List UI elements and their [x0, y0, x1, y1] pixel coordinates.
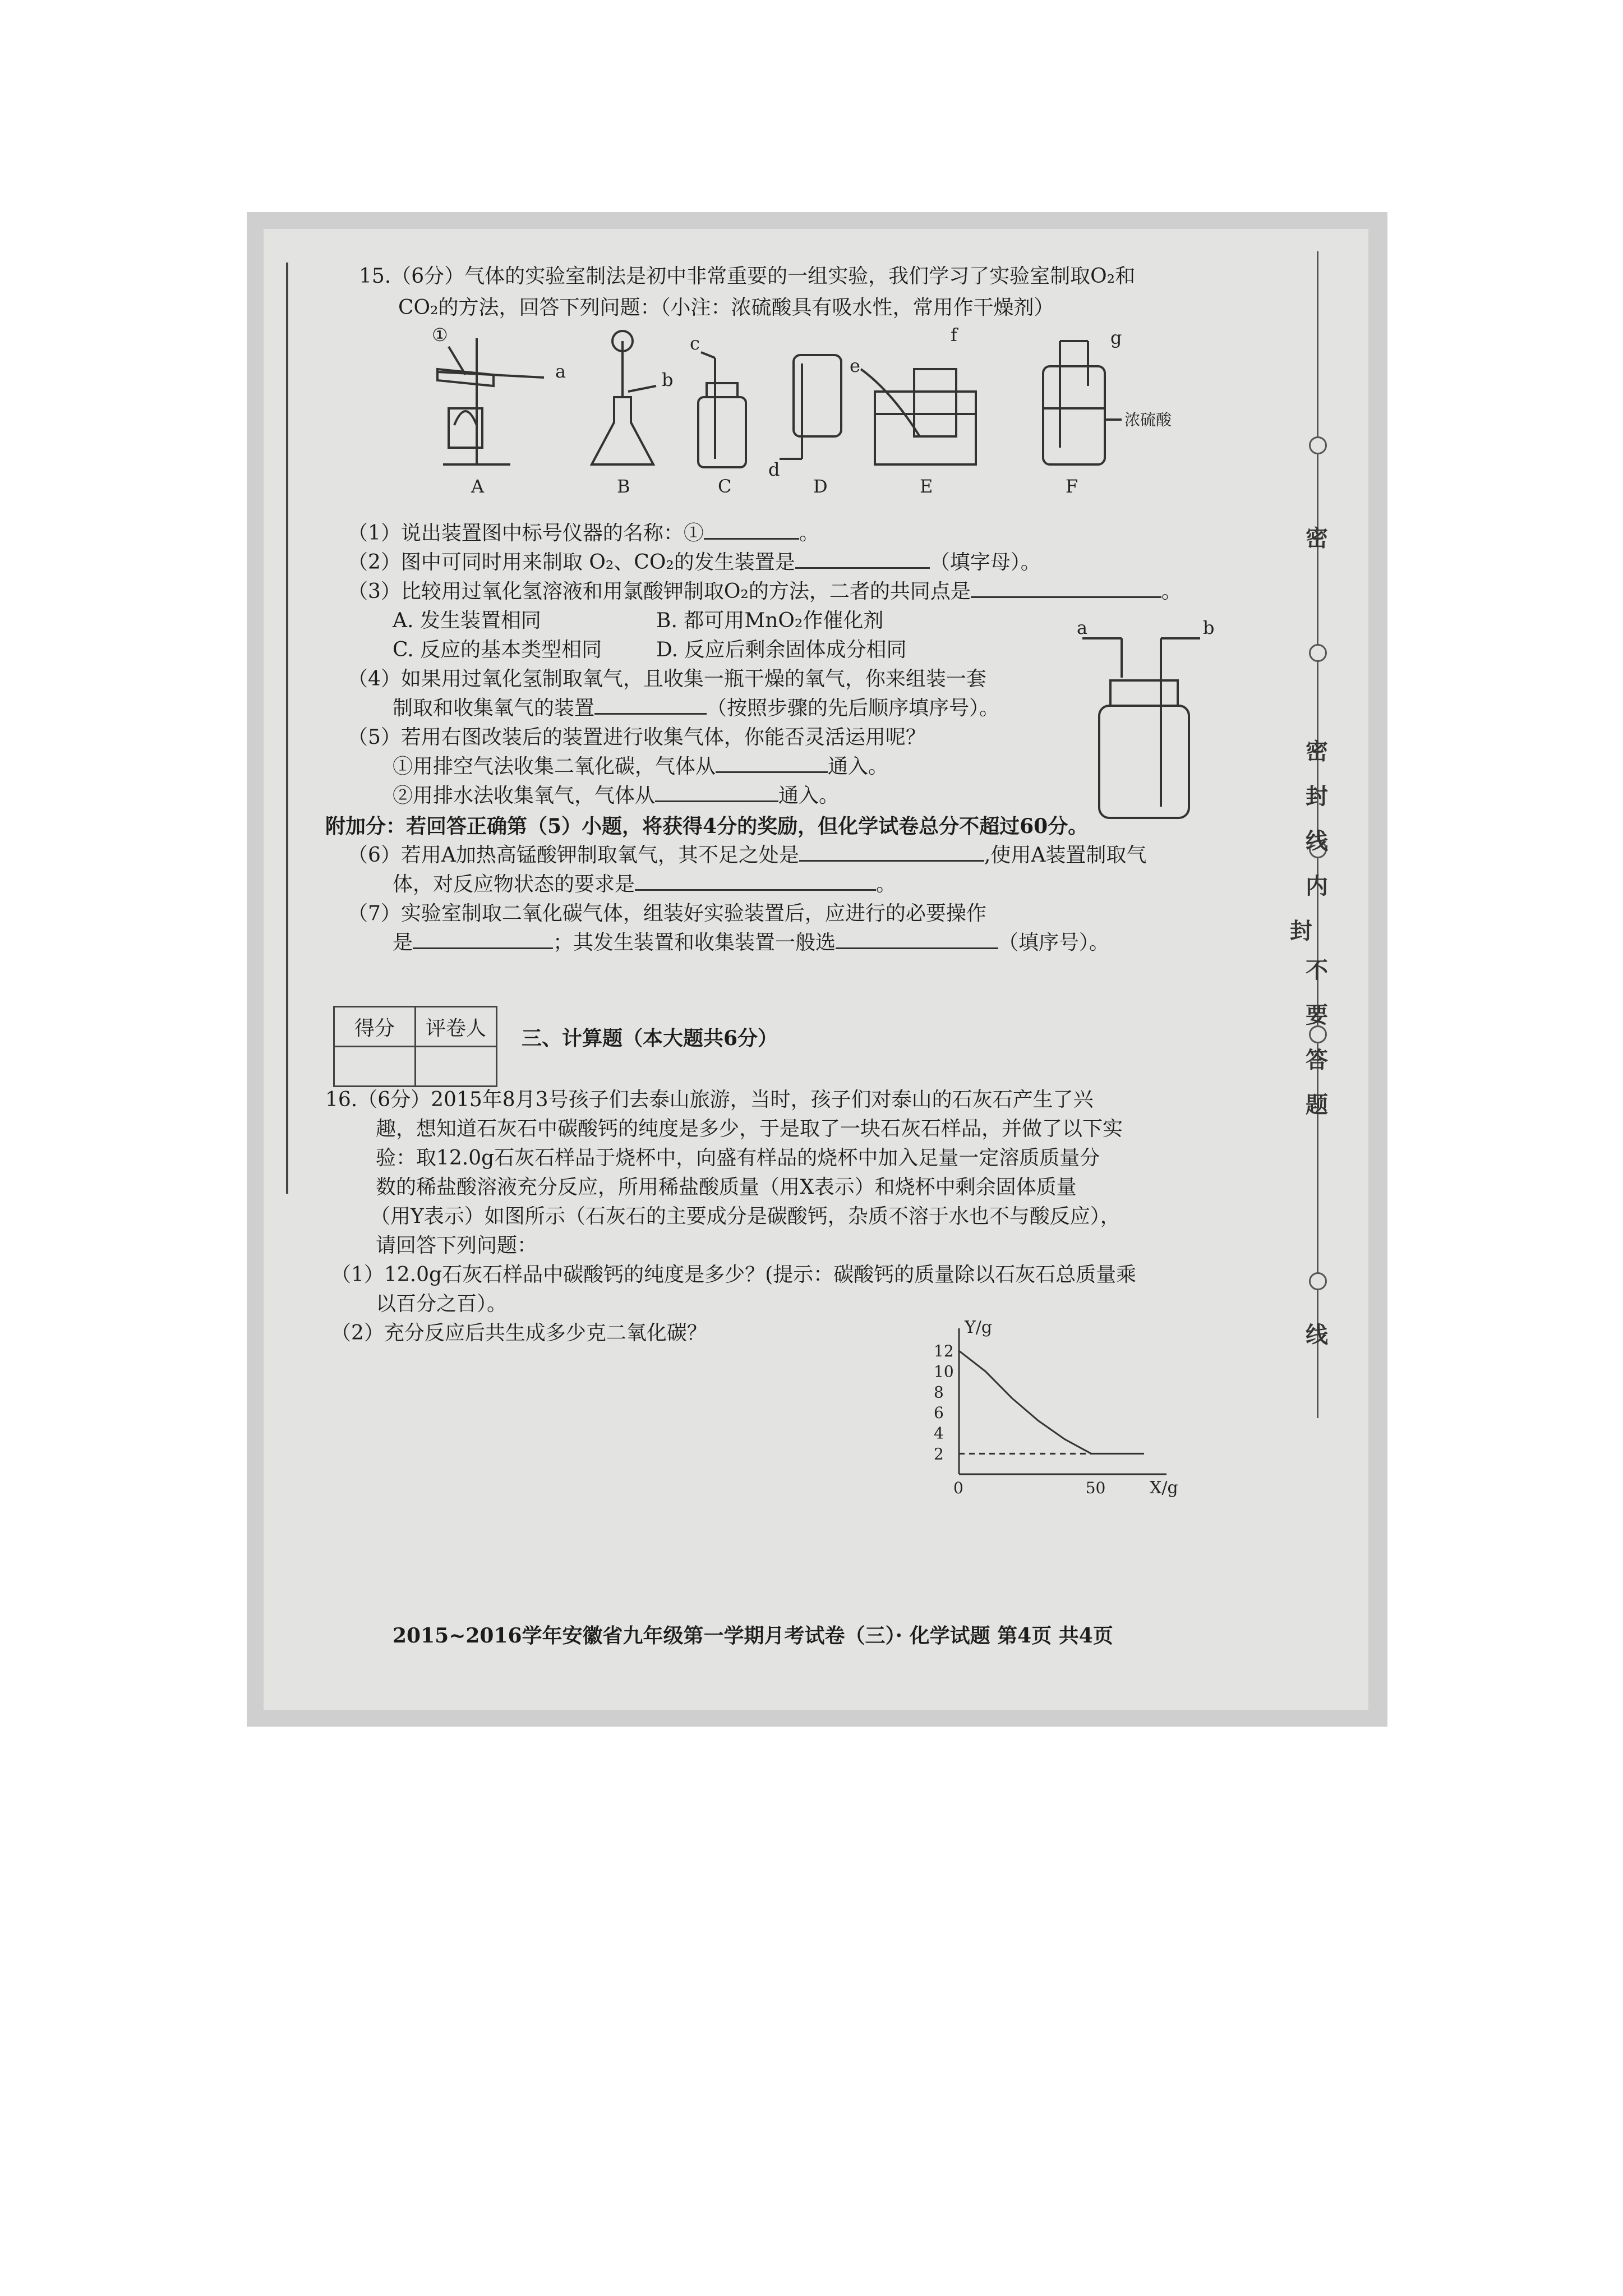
seal-char: 封 [1290, 918, 1312, 944]
y-axis-label: Y/g [965, 1318, 993, 1337]
option-A: A. 发生装置相同 [393, 609, 541, 632]
grader-cell[interactable] [416, 1047, 497, 1087]
score-table [333, 1006, 497, 1087]
x-tick-label: 0 [953, 1479, 963, 1497]
seal-char: 线 [1306, 1322, 1328, 1348]
left-margin-rule [286, 263, 288, 1194]
apparatus-C [698, 352, 746, 467]
q15-sub5-line1: （5）若用右图改装后的装置进行收集气体，你能否灵活运用呢？ [348, 726, 926, 749]
seal-line-column [1290, 251, 1340, 1418]
q16-sub2: （2）充分反应后共生成多少克二氧化碳？ [331, 1322, 707, 1345]
seal-char: 题 [1306, 1092, 1328, 1118]
option-C: C. 反应的基本类型相同 [393, 638, 602, 661]
answer-blank-5a[interactable] [716, 754, 828, 773]
section3-heading: 三、计算题（本大题共6分） [522, 1027, 778, 1050]
option-B: B. 都可用MnO₂作催化剂 [656, 609, 884, 632]
answer-blank-4[interactable] [594, 696, 707, 715]
answer-blank-2[interactable] [795, 550, 930, 569]
q16-line3: 验：取12.0g石灰石样品于烧杯中，向盛有样品的烧杯中加入足量一定溶质质量分 [376, 1147, 1100, 1170]
answer-blank-3[interactable] [971, 579, 1161, 598]
seal-char: 封 [1306, 783, 1328, 809]
apparatus-D [780, 355, 841, 459]
y-tick-label: 12 [934, 1342, 954, 1360]
q16-line4: 数的稀盐酸溶液充分反应，所用稀盐酸质量（用X表示）和烧杯中剩余固体质量 [376, 1176, 1077, 1199]
marker-1: ① [432, 324, 448, 346]
apparatus-A [437, 338, 544, 464]
y-tick-label: 6 [934, 1404, 944, 1422]
x-tick-label: 50 [1085, 1479, 1106, 1497]
seal-char: 密 [1306, 525, 1328, 551]
apparatus-F [1043, 341, 1122, 464]
answer-blank-7a[interactable] [413, 931, 553, 949]
apparatus-diagrams [432, 324, 1172, 509]
y-tick-label: 4 [934, 1424, 944, 1443]
bonus-note: 附加分：若回答正确第（5）小题，将获得4分的奖励，但化学试卷总分不超过60分。 [325, 815, 1089, 838]
option-D: D. 反应后剩余固体成分相同 [656, 638, 907, 661]
score-header: 得分 [334, 1007, 416, 1047]
q15-sub2: （2）图中可同时用来制取 O₂、CO₂的发生装置是 （填字母）。 [348, 551, 1041, 574]
q15-sub4-line1: （4）如果用过氧化氢制取氧气，且收集一瓶干燥的氧气，你来组装一套 [348, 668, 986, 691]
seal-char: 要 [1306, 1002, 1328, 1028]
label-A: A [471, 476, 485, 497]
q15-line2: CO₂的方法，回答下列问题：（小注：浓硫酸具有吸水性，常用作干燥剂） [398, 296, 1054, 319]
apparatus-E [861, 369, 976, 464]
seal-char: 密 [1306, 738, 1328, 765]
q16-line1: 16.（6分）2015年8月3号孩子们去泰山旅游，当时，孩子们对泰山的石灰石产生了兴 [325, 1088, 1094, 1111]
bottle-label-a: a [1077, 617, 1088, 638]
label-D: D [813, 476, 828, 497]
label-B: B [617, 476, 630, 497]
acid-label: 浓硫酸 [1124, 411, 1172, 429]
marker-c: c [690, 333, 700, 354]
seal-circle [1309, 1272, 1327, 1290]
seal-char: 线 [1306, 828, 1328, 854]
page-footer: 2015~2016学年安徽省九年级第一学期月考试卷（三）· 化学试题 第4页 共4页 [393, 1624, 1113, 1648]
marker-b: b [662, 369, 674, 390]
label-F: F [1066, 476, 1078, 497]
marker-e: e [850, 355, 860, 376]
q15-sub6-line2: 体，对反应物状态的要求是 。 [393, 873, 897, 896]
answer-blank-6a[interactable] [799, 843, 984, 862]
marker-a: a [555, 361, 566, 382]
score-cell[interactable] [334, 1047, 416, 1087]
seal-char: 不 [1306, 957, 1328, 983]
seal-char: 内 [1306, 873, 1328, 899]
exam-page [264, 229, 1368, 1710]
seal-circle [1309, 436, 1327, 454]
q15-sub5-line2: ①用排空气法收集二氧化碳，气体从 通入。 [393, 755, 889, 778]
q15-sub7-line1: （7）实验室制取二氧化碳气体，组装好实验装置后，应进行的必要操作 [348, 902, 986, 925]
q16-line6: 请回答下列问题： [376, 1234, 538, 1257]
series-line [959, 1351, 1144, 1453]
q15-sub1: （1）说出装置图中标号仪器的名称：① 。 [348, 522, 819, 545]
x-axis-label: X/g [1150, 1478, 1178, 1498]
y-tick-label: 2 [934, 1444, 944, 1464]
q15-sub4-line2: 制取和收集氧气的装置 （按照步骤的先后顺序填序号）。 [393, 697, 1000, 720]
label-C: C [718, 476, 732, 497]
photo-background [247, 212, 1387, 1727]
q16-line5: （用Y表示）如图所示（石灰石的主要成分是碳酸钙，杂质不溶于水也不与酸反应）， [370, 1205, 1121, 1228]
marker-g: g [1110, 327, 1122, 348]
q16-sub1-line2: 以百分之百）。 [376, 1292, 508, 1315]
bottle-label-b: b [1203, 617, 1215, 638]
marker-d: d [768, 459, 780, 480]
answer-blank-6b[interactable] [635, 872, 876, 891]
grader-header: 评卷人 [416, 1007, 497, 1047]
q16-line2: 趣，想知道石灰石中碳酸钙的纯度是多少，于是取了一块石灰石样品，并做了以下实 [376, 1117, 1123, 1140]
q15-sub3: （3）比较用过氧化氢溶液和用氯酸钾制取O₂的方法，二者的共同点是 。 [348, 580, 1182, 603]
answer-blank-5b[interactable] [655, 784, 778, 802]
y-tick-label: 8 [934, 1383, 944, 1402]
q15-sub7-line2: 是 ；其发生装置和收集装置一般选 （填序号）。 [393, 931, 1110, 954]
mass-chart [925, 1317, 1195, 1508]
label-E: E [920, 476, 933, 497]
gas-bottle-diagram [1077, 617, 1223, 823]
q15-sub5-line3: ②用排水法收集氧气，气体从 通入。 [393, 784, 840, 807]
seal-char: 答 [1306, 1047, 1328, 1073]
answer-blank-1[interactable] [704, 521, 799, 540]
answer-blank-7b[interactable] [836, 931, 998, 949]
seal-circle [1309, 644, 1327, 662]
q16-sub1-line1: （1）12.0g石灰石样品中碳酸钙的纯度是多少？(提示：碳酸钙的质量除以石灰石总质量乘 [331, 1263, 1137, 1286]
y-tick-label: 10 [934, 1362, 954, 1381]
q15-sub6-line1: （6）若用A加热高锰酸钾制取氧气，其不足之处是 ,使用A装置制取气 [348, 844, 1147, 867]
apparatus-B [592, 331, 656, 464]
q15-line1: 15.（6分）气体的实验室制法是初中非常重要的一组实验，我们学习了实验室制取O₂和 [359, 265, 1136, 288]
marker-f: f [951, 324, 957, 346]
